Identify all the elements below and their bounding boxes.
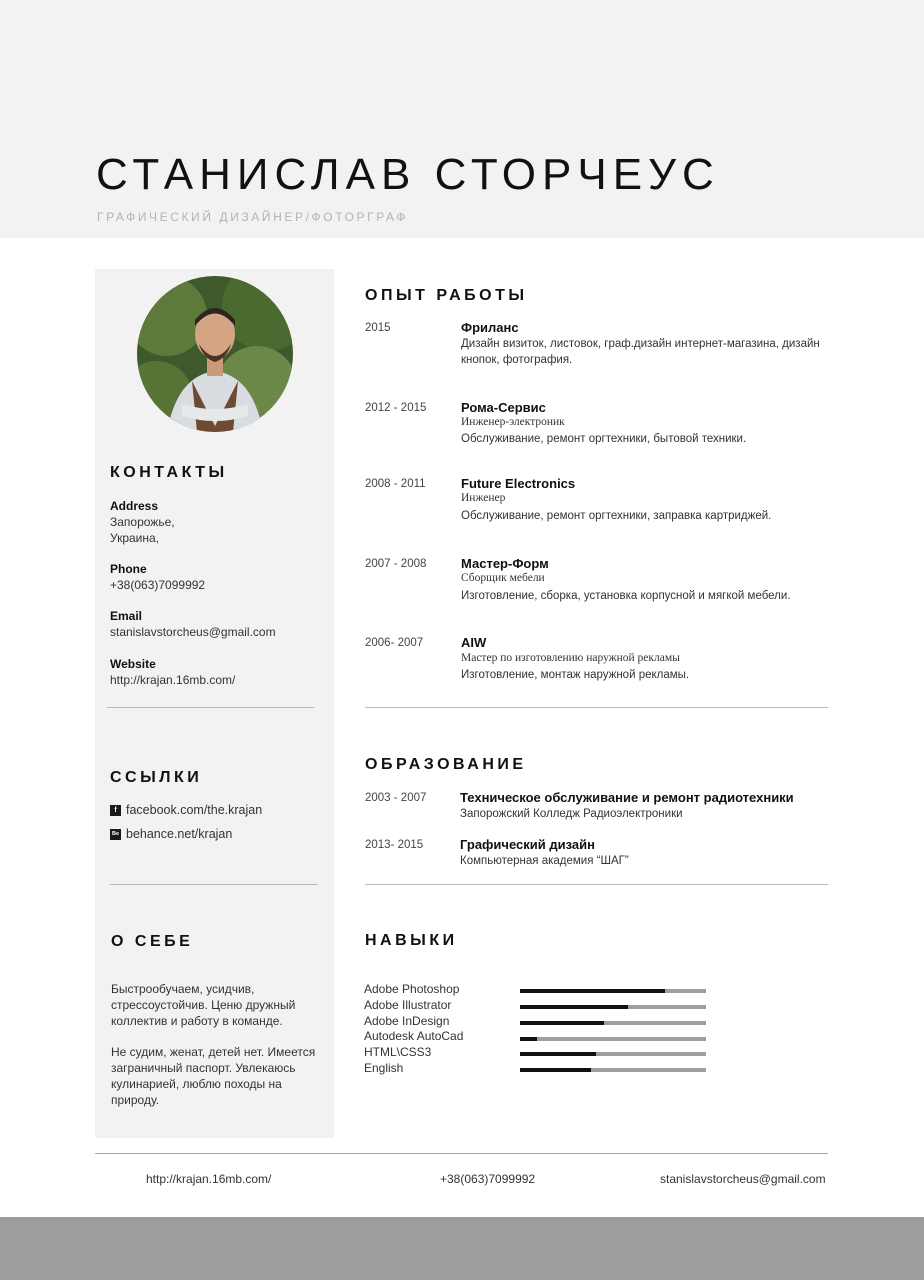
- job-description: Дизайн визиток, листовок, граф.дизайн интернет-магазина, дизайн кнопок, фотография.: [461, 338, 820, 366]
- education-degree: Техническое обслуживание и ремонт радиотехники: [460, 790, 794, 805]
- job-company: Фриланс: [461, 320, 519, 335]
- footer-email[interactable]: stanislavstorcheus@gmail.com: [660, 1172, 826, 1186]
- job-role: Инженер-электроник: [461, 416, 565, 428]
- job-years: 2008 - 2011: [365, 478, 426, 490]
- job-company: AIW: [461, 635, 487, 650]
- contacts-divider: [107, 707, 314, 708]
- address-line-1: Запорожье,: [110, 515, 175, 529]
- email-value[interactable]: stanislavstorcheus@gmail.com: [110, 625, 276, 639]
- links-divider: [110, 884, 318, 885]
- job-years: 2012 - 2015: [365, 402, 427, 414]
- job-role: Сборщик мебели: [461, 572, 545, 584]
- job-years: 2015: [365, 322, 391, 334]
- job-description: Изготовление, сборка, установка корпусной и мягкой мебели.: [461, 590, 791, 602]
- facebook-icon: f: [110, 805, 121, 816]
- contacts-heading: КОНТАКТЫ: [110, 464, 228, 481]
- candidate-profession: ГРАФИЧЕСКИЙ ДИЗАЙНЕР/ФОТОРГРАФ: [97, 210, 408, 224]
- behance-link[interactable]: [110, 827, 232, 841]
- behance-link-text: behance.net/krajan: [126, 827, 233, 841]
- skill-name: Autodesk AutoCad: [364, 1029, 464, 1043]
- facebook-link-text: facebook.com/the.krajan: [126, 803, 263, 817]
- skills-heading: НАВЫКИ: [365, 932, 458, 949]
- skill-name: Adobe InDesign: [364, 1014, 450, 1028]
- skill-level-bar: [520, 1021, 706, 1025]
- skill-level-fill: [520, 1068, 591, 1072]
- bottom-band: [0, 1217, 924, 1280]
- skill-name: Adobe Illustrator: [364, 998, 452, 1012]
- skill-level-fill: [520, 989, 665, 993]
- facebook-link[interactable]: [110, 803, 262, 817]
- education-heading: ОБРАЗОВАНИЕ: [365, 756, 527, 773]
- experience-heading: ОПЫТ РАБОТЫ: [365, 287, 528, 304]
- job-description: Изготовление, монтаж наружной рекламы.: [461, 669, 690, 681]
- skill-name: English: [364, 1061, 404, 1075]
- job-role: Мастер по изготовлению наружной рекламы: [461, 652, 680, 664]
- skill-level-fill: [520, 1052, 596, 1056]
- skill-name: HTML\CSS3: [364, 1045, 432, 1059]
- job-role: Инженер: [461, 492, 506, 504]
- skill-level-bar: [520, 989, 706, 993]
- skill-level-fill: [520, 1021, 604, 1025]
- links-heading: ССЫЛКИ: [110, 769, 203, 786]
- behance-icon: Be: [110, 829, 121, 840]
- website-label: Website: [110, 657, 156, 671]
- about-paragraph-2: Не судим, женат, детей нет. Имеется заграничный паспорт. Увлекаюсь кулинарией, люблю походы на природу.: [111, 1045, 316, 1107]
- education-school: Компьютерная академия “ШАГ”: [460, 855, 629, 867]
- job-description: Обслуживание, ремонт оргтехники, бытовой техники.: [461, 433, 747, 445]
- address-line-2: Украина,: [110, 531, 160, 545]
- skill-level-fill: [520, 1005, 628, 1009]
- job-years: 2006- 2007: [365, 637, 424, 649]
- skill-level-bar: [520, 1052, 706, 1056]
- about-paragraph-1: Быстрообучаем, усидчив, стрессоустойчив. Ценю дружный коллектив и работу в команде.: [111, 982, 296, 1028]
- footer-phone[interactable]: +38(063)7099992: [440, 1172, 536, 1186]
- footer-divider: [95, 1153, 828, 1154]
- candidate-name: СТАНИСЛАВ СТОРЧЕУС: [96, 150, 720, 199]
- skill-name: Adobe Photoshop: [364, 982, 460, 996]
- skill-level-bar: [520, 1068, 706, 1072]
- address-label: Address: [110, 499, 159, 513]
- experience-divider: [365, 707, 828, 708]
- header-band: [0, 0, 924, 238]
- skill-level-bar: [520, 1037, 706, 1041]
- skill-level-fill: [520, 1037, 537, 1041]
- phone-label: Phone: [110, 562, 147, 576]
- footer-website[interactable]: http://krajan.16mb.com/: [146, 1172, 272, 1186]
- profile-photo: [137, 276, 293, 432]
- email-label: Email: [110, 609, 143, 623]
- education-years: 2013- 2015: [365, 839, 424, 851]
- education-years: 2003 - 2007: [365, 792, 427, 804]
- job-description: Обслуживание, ремонт оргтехники, заправка картриджей.: [461, 510, 772, 522]
- website-value[interactable]: http://krajan.16mb.com/: [110, 673, 236, 687]
- job-company: Рома-Сервис: [461, 400, 546, 415]
- job-company: Future Electronics: [461, 476, 576, 491]
- education-divider: [365, 884, 828, 885]
- education-degree: Графический дизайн: [460, 837, 595, 852]
- phone-value: +38(063)7099992: [110, 578, 206, 592]
- job-years: 2007 - 2008: [365, 558, 427, 570]
- education-school: Запорожский Колледж Радиоэлектроники: [460, 808, 683, 820]
- about-heading: О СЕБЕ: [111, 933, 194, 950]
- job-company: Мастер-Форм: [461, 556, 549, 571]
- skill-level-bar: [520, 1005, 706, 1009]
